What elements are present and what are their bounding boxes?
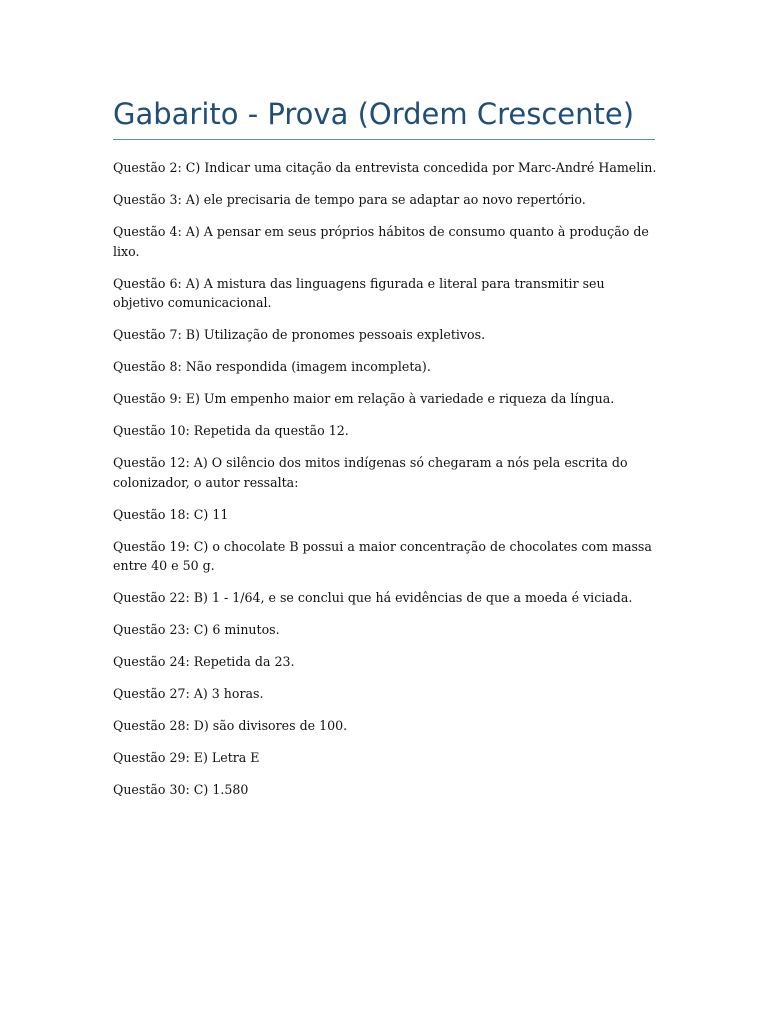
answer-item: Questão 22: B) 1 - 1/64, e se conclui que há evidências de que a moeda é viciada.: [113, 590, 633, 605]
answer-item: Questão 6: A) A mistura das linguagens figurada e literal para transmitir seu objetivo comunicacional.: [113, 275, 605, 310]
answer-item: Questão 19: C) o chocolate B possui a maior concentração de chocolates com massa entre 40 e 50 g.: [113, 538, 652, 573]
answer-item: Questão 10: Repetida da questão 12.: [113, 423, 349, 438]
answer-item: Questão 28: D) são divisores de 100.: [113, 718, 348, 733]
answer-item: Questão 24: Repetida da 23.: [113, 654, 295, 669]
title-underline: [113, 139, 655, 140]
answer-item: Questão 8: Não respondida (imagem incompleta).: [113, 359, 431, 374]
answer-item: Questão 3: A) ele precisaria de tempo para se adaptar ao novo repertório.: [113, 192, 586, 207]
answer-item: Questão 12: A) O silêncio dos mitos indígenas só chegaram a nós pela escrita do colonizador, o autor ressalta:: [113, 455, 628, 490]
answer-item: Questão 2: C) Indicar uma citação da entrevista concedida por Marc-André Hamelin.: [113, 160, 657, 175]
answer-item: Questão 7: B) Utilização de pronomes pessoais expletivos.: [113, 327, 486, 342]
answer-item: Questão 23: C) 6 minutos.: [113, 622, 280, 637]
answer-item: Questão 18: C) 11: [113, 506, 229, 522]
answer-item: Questão 4: A) A pensar em seus próprios hábitos de consumo quanto à produção de lixo.: [113, 224, 649, 259]
answer-item: Questão 30: C) 1.580: [113, 782, 249, 797]
answer-item: Questão 27: A) 3 horas.: [113, 686, 264, 701]
answer-item: Questão 29: E) Letra E: [113, 750, 260, 765]
answer-item: Questão 9: E) Um empenho maior em relação à variedade e riqueza da língua.: [113, 391, 615, 406]
answer-list: [113, 158, 658, 812]
page-title: Gabarito - Prova (Ordem Crescente): [113, 97, 635, 131]
